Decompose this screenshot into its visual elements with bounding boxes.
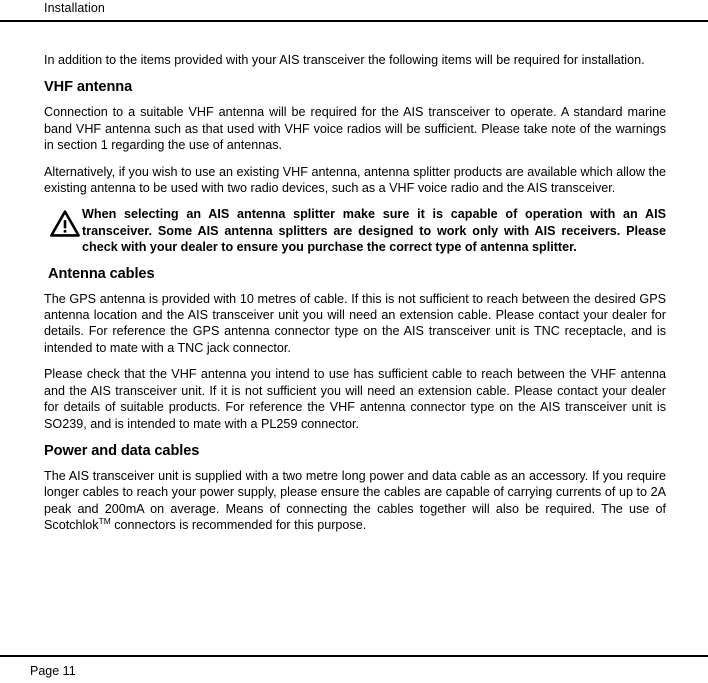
warning-text: When selecting an AIS antenna splitter make sure it is capable of operation with an AIS transceiver. Some AIS antenna splitters are designed to work only with AIS receivers. Please check with your dealer to ensure you purchase the correct type of antenna splitter. [82, 207, 666, 255]
power-and-data-cables-paragraph-1 [44, 468, 666, 534]
heading-antenna-cables: Antenna cables [48, 265, 155, 282]
heading-power-and-data-cables: Power and data cables [44, 442, 200, 459]
header-divider [0, 20, 708, 22]
intro-paragraph: In addition to the items provided with your AIS transceiver the following items will be required for installation. [44, 53, 645, 67]
power-paragraph-text-before-trademark: The AIS transceiver unit is supplied with a two metre long power and data cable as an accessory. If you require longer cables to reach your power supply, please ensure the cables are capable of carrying currents of up to 2A peak and 200mA on average. Means of connecting the cables together will also be required. The use of Scotchlok [44, 468, 666, 533]
heading-vhf-antenna: VHF antenna [44, 79, 133, 96]
vhf-antenna-paragraph-2: Alternatively, if you wish to use an existing VHF antenna, antenna splitter products are available which allow the existing antenna to be used with two radio devices, such as a VHF voice radio and the AIS transceiver. [44, 164, 666, 196]
document-body [44, 52, 666, 534]
antenna-cables-paragraph-2: Please check that the VHF antenna you intend to use has sufficient cable to reach between the VHF antenna and the AIS transceiver unit. If it is not sufficient you will need an extension cable. Please contact your dealer for details of suitable products. For reference the VHF antenna connector type on the AIS transceiver unit is SO239, and is intended to mate with a PL259 connector. [44, 367, 666, 431]
footer-page-number: Page 11 [30, 664, 76, 678]
warning-callout [44, 206, 666, 255]
header-title: Installation [44, 1, 105, 15]
page-header [0, 0, 708, 20]
power-paragraph-text-after-trademark: connectors is recommended for this purpose. [110, 518, 367, 533]
footer-divider [0, 655, 708, 657]
antenna-cables-paragraph-1: The GPS antenna is provided with 10 metres of cable. If this is not sufficient to reach between the desired GPS antenna location and the AIS transceiver unit you will need an extension cable. Please contact your dealer for details. For reference the GPS antenna connector type on the AIS transceiver unit is TNC receptacle, and is intended to mate with a TNC jack connector. [44, 291, 666, 355]
vhf-antenna-paragraph-1: Connection to a suitable VHF antenna will be required for the AIS transceiver to operate. A standard marine band VHF antenna such as that used with VHF voice radios will be sufficient. Please take note of the warnings in section 1 regarding the use of antennas. [44, 105, 666, 153]
trademark-superscript: TM [98, 515, 111, 526]
warning-triangle-icon [44, 206, 80, 237]
